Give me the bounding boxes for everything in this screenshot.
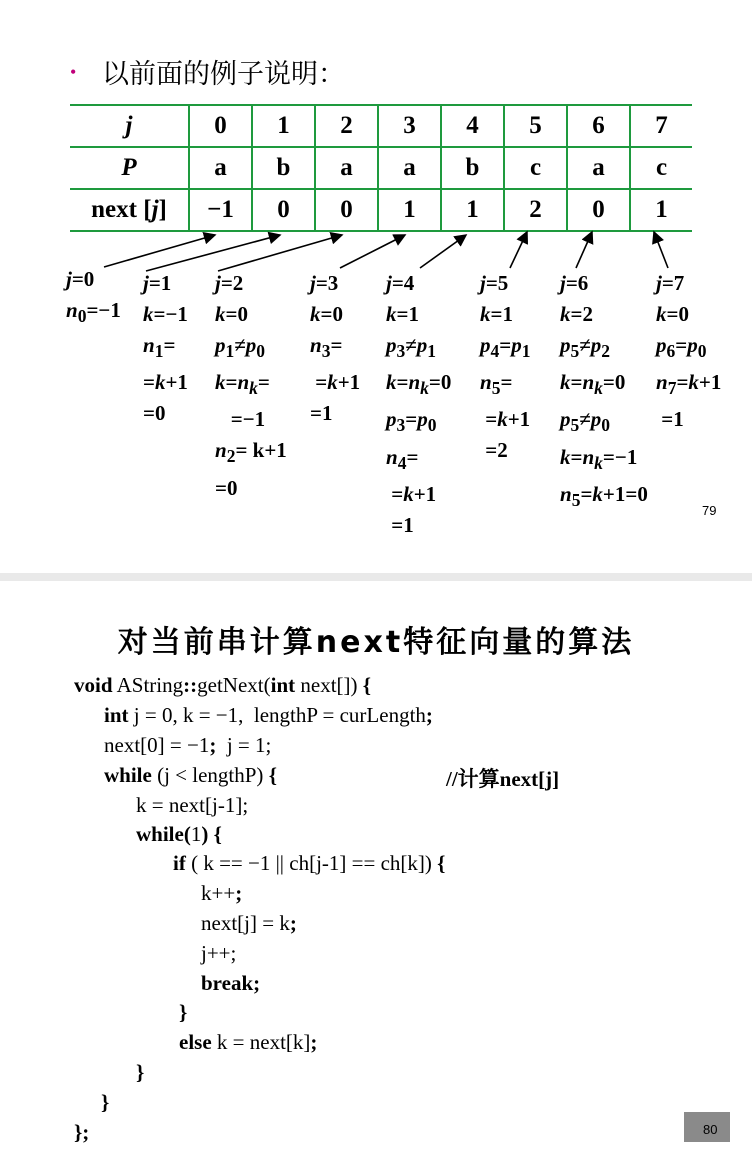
j-cell: 7 bbox=[630, 105, 692, 147]
step-j0: j=0 $n_0=-1$ bbox=[66, 267, 121, 327]
arrow-j5 bbox=[510, 232, 527, 268]
p-cell: b bbox=[441, 147, 504, 189]
p-cell: b bbox=[252, 147, 315, 189]
p-cell: a bbox=[189, 147, 252, 189]
p-cell: c bbox=[504, 147, 567, 189]
step-j4: j=4 k=1 $p_3\ne p_1$ $k=n_k=0$ $p_3=p_0$ $n_4=$ =k+1 =1 bbox=[386, 271, 452, 537]
code-line: next[0] = −1; j = 1; bbox=[104, 733, 272, 757]
code-line: else k = next[k]; bbox=[179, 1030, 318, 1054]
arrow-j7 bbox=[654, 232, 668, 268]
next-cell: 1 bbox=[630, 189, 692, 231]
j-cell: 2 bbox=[315, 105, 378, 147]
code-line: while (j < lengthP) { bbox=[104, 763, 277, 787]
page-number-box bbox=[684, 1112, 730, 1142]
code-line: } bbox=[179, 1000, 188, 1024]
bullet-icon: • bbox=[70, 62, 77, 82]
arrow-j3 bbox=[340, 235, 405, 268]
j-cell: 3 bbox=[378, 105, 441, 147]
next-cell: −1 bbox=[189, 189, 252, 231]
next-cell: 1 bbox=[378, 189, 441, 231]
p-cell: a bbox=[315, 147, 378, 189]
row-header-j: j bbox=[70, 105, 189, 147]
next-cell: 0 bbox=[252, 189, 315, 231]
code-line: if ( k == −1 || ch[j-1] == ch[k]) { bbox=[173, 851, 446, 875]
step-j5: j=5 k=1 $p_4=p_1$ $n_5=$ =k+1 =2 bbox=[480, 271, 531, 463]
j-cell: 4 bbox=[441, 105, 504, 147]
slide-79 bbox=[0, 0, 752, 573]
page-number: 79 bbox=[702, 503, 717, 518]
j-cell: 5 bbox=[504, 105, 567, 147]
code-comment: //计算next[j] bbox=[446, 767, 560, 791]
arrow-j0 bbox=[104, 235, 215, 267]
code-line: k = next[j-1]; bbox=[136, 793, 249, 817]
slide-80 bbox=[0, 581, 752, 1153]
step-j7: j=7 k=0 $p_6=p_0$ $n_7=k+1$ =1 bbox=[656, 271, 722, 432]
step-j3: j=3 k=0 $n_3=$ =k+1 =1 bbox=[310, 271, 361, 426]
arrow-j4 bbox=[420, 235, 466, 268]
row-header-p: P bbox=[70, 147, 189, 189]
j-cell: 1 bbox=[252, 105, 315, 147]
next-cell: 0 bbox=[315, 189, 378, 231]
step-j6: j=6 k=2 $p_5\ne p_2$ $k=n_k=0$ $p_5\ne p_0$ $k=n_k=-1$ $n_5=k+1=0$ bbox=[560, 271, 648, 510]
p-cell: a bbox=[378, 147, 441, 189]
p-cell: c bbox=[630, 147, 692, 189]
code-line: next[j] = k; bbox=[201, 911, 297, 935]
arrow-j1 bbox=[146, 235, 280, 271]
p-cell: a bbox=[567, 147, 630, 189]
code-line: k++; bbox=[201, 881, 243, 905]
next-cell: 0 bbox=[567, 189, 630, 231]
arrows-diagram bbox=[0, 0, 752, 300]
code-line: void AString::getNext(int next[]) { bbox=[74, 673, 372, 697]
row-header-next: next [j] bbox=[70, 189, 189, 231]
code-line: } bbox=[101, 1090, 110, 1114]
page-number: 80 bbox=[703, 1122, 718, 1137]
arrow-j6 bbox=[576, 232, 592, 268]
code-line: j++; bbox=[201, 941, 237, 965]
next-cell: 2 bbox=[504, 189, 567, 231]
step-j2: j=2 k=0 $p_1\ne p_0$ $k=n_k=$ =−1 $n_2= k+1$ =0 bbox=[215, 271, 287, 500]
code-line: while(1) { bbox=[136, 822, 222, 846]
arrow-j2 bbox=[218, 235, 342, 271]
code-line: } bbox=[136, 1060, 145, 1084]
j-cell: 6 bbox=[567, 105, 630, 147]
step-j1: j=1 k=−1 $n_1=$ =k+1 =0 bbox=[143, 271, 188, 426]
next-cell: 1 bbox=[441, 189, 504, 231]
slide-title: 对当前串计算next特征向量的算法 bbox=[117, 625, 635, 660]
intro-text: 以前面的例子说明： bbox=[102, 59, 345, 90]
j-cell: 0 bbox=[189, 105, 252, 147]
code-line: }; bbox=[74, 1120, 90, 1144]
code-line: break; bbox=[201, 971, 261, 995]
code-line: int j = 0, k = −1, lengthP = curLength; bbox=[104, 703, 433, 727]
